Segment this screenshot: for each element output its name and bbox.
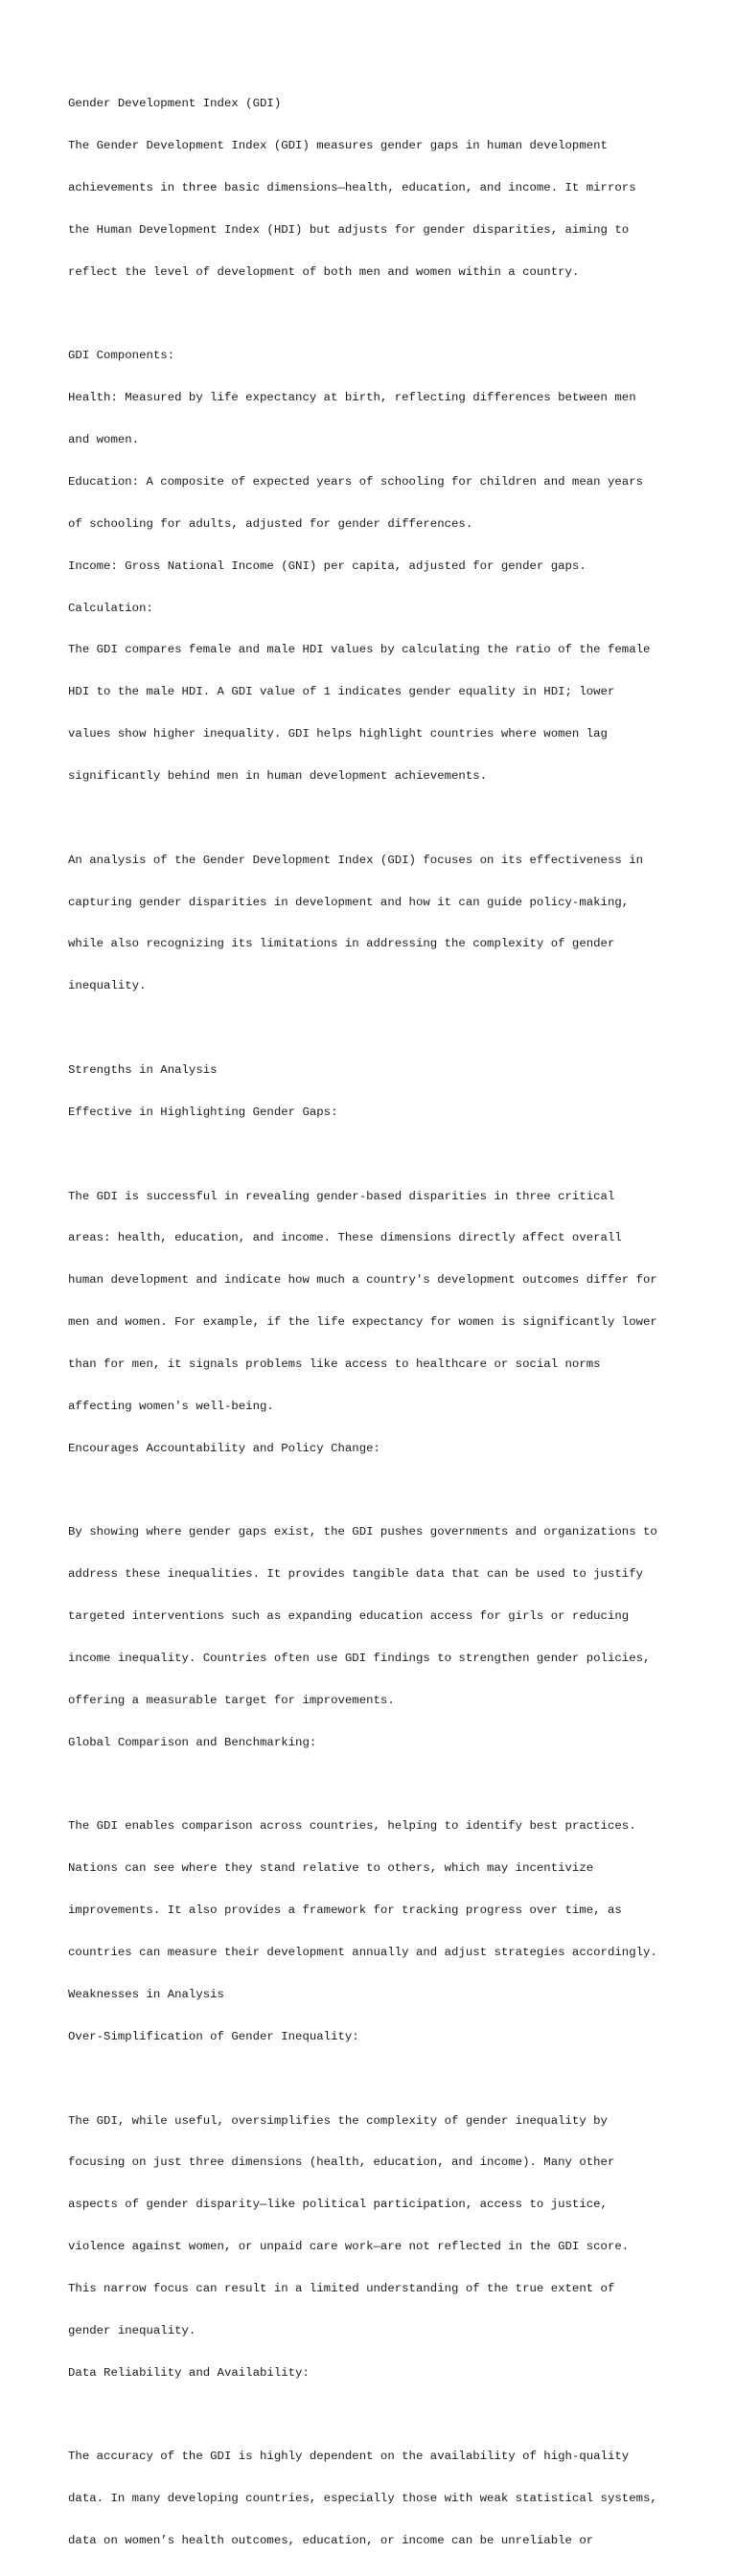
blank-line — [68, 811, 701, 826]
text-line: Nations can see where they stand relative to others, which may incentivize — [68, 1861, 594, 1876]
text-line: gender inequality. — [68, 2323, 196, 2337]
text-line: countries can measure their development annually and adjust strategies accordingly. — [68, 1946, 657, 1960]
subsection-heading: Encourages Accountability and Policy Change: — [68, 1441, 380, 1455]
text-line: Income: Gross National Income (GNI) per capita, adjusted for gender gaps. — [68, 559, 586, 573]
text-line: data. In many developing countries, especially those with weak statistical systems, — [68, 2492, 657, 2506]
text-line: affecting women's well-being. — [68, 1399, 274, 1413]
text-line: the Human Development Index (HDI) but adjusts for gender disparities, aiming to — [68, 222, 630, 237]
subsection-heading: Global Comparison and Benchmarking: — [68, 1735, 317, 1749]
text-line: Education: A composite of expected years of schooling for children and mean years — [68, 474, 644, 489]
text-line: significantly behind men in human development achievements. — [68, 769, 488, 783]
blank-line — [68, 1778, 701, 1792]
text-line: capturing gender disparities in development and how it can guide policy-making, — [68, 895, 630, 909]
text-line: offering a measurable target for improvements. — [68, 1693, 395, 1707]
text-line: The Gender Development Index (GDI) measures gender gaps in human development — [68, 139, 608, 153]
text-line: values show higher inequality. GDI helps highlight countries where women lag — [68, 727, 608, 741]
text-line: focusing on just three dimensions (health, education, and income). Many other — [68, 2155, 615, 2170]
text-line: achievements in three basic dimensions—health, education, and income. It mirrors — [68, 180, 636, 194]
blank-line — [68, 2408, 701, 2423]
document-title: Gender Development Index (GDI) — [68, 97, 282, 111]
text-line: inequality. — [68, 979, 147, 993]
blank-line — [68, 1021, 701, 1036]
section-heading: Weaknesses in Analysis — [68, 1987, 224, 2001]
subsection-heading: Effective in Highlighting Gender Gaps: — [68, 1105, 338, 1119]
text-line: income inequality. Countries often use GDI findings to strengthen gender policies, — [68, 1652, 651, 1666]
text-line: areas: health, education, and income. These dimensions directly affect overall — [68, 1231, 622, 1245]
blank-line — [68, 308, 701, 322]
blank-line — [68, 2072, 701, 2086]
text-line: By showing where gender gaps exist, the GDI pushes governments and organizations to — [68, 1525, 657, 1539]
text-line: and women. — [68, 433, 140, 447]
text-line: This narrow focus can result in a limited understanding of the true extent of — [68, 2281, 615, 2295]
text-line: data on women’s health outcomes, education, or income can be unreliable or — [68, 2534, 594, 2548]
text-line: The GDI compares female and male HDI values by calculating the ratio of the female — [68, 643, 651, 657]
text-line: The GDI enables comparison across countries, helping to identify best practices. — [68, 1819, 636, 1834]
text-line: The GDI, while useful, oversimplifies the complexity of gender inequality by — [68, 2113, 608, 2128]
text-line: than for men, it signals problems like access to healthcare or social norms — [68, 1357, 601, 1372]
text-line: address these inequalities. It provides tangible data that can be used to justify — [68, 1567, 644, 1582]
blank-line — [68, 1148, 701, 1162]
text-line: while also recognizing its limitations in addressing the complexity of gender — [68, 937, 615, 951]
text-line: An analysis of the Gender Development Index (GDI) focuses on its effectiveness in — [68, 853, 644, 867]
section-heading: GDI Components: — [68, 349, 175, 363]
subsection-heading: Data Reliability and Availability: — [68, 2365, 310, 2380]
text-line: men and women. For example, if the life expectancy for women is significantly lower — [68, 1315, 657, 1330]
text-line: of schooling for adults, adjusted for gender differences. — [68, 516, 473, 531]
text-line: Health: Measured by life expectancy at birth, reflecting differences between men — [68, 391, 636, 405]
text-line: The accuracy of the GDI is highly dependent on the availability of high-quality — [68, 2450, 630, 2464]
section-heading: Strengths in Analysis — [68, 1063, 218, 1078]
text-line: improvements. It also provides a framework for tracking progress over time, as — [68, 1904, 622, 1918]
blank-line — [68, 1484, 701, 1498]
section-heading: Calculation: — [68, 601, 153, 615]
text-line: HDI to the male HDI. A GDI value of 1 indicates gender equality in HDI; lower — [68, 685, 615, 699]
text-line: targeted interventions such as expanding education access for girls or reducing — [68, 1609, 630, 1624]
text-line: The GDI is successful in revealing gender-based disparities in three critical — [68, 1189, 615, 1203]
subsection-heading: Over-Simplification of Gender Inequality: — [68, 2029, 359, 2043]
text-line: human development and indicate how much a country's development outcomes differ for — [68, 1273, 657, 1288]
text-line: aspects of gender disparity—like political participation, access to justice, — [68, 2198, 608, 2212]
text-line: reflect the level of development of both men and women within a country. — [68, 264, 580, 279]
text-line: violence against women, or unpaid care work—are not reflected in the GDI score. — [68, 2240, 630, 2254]
document-body — [68, 69, 701, 2576]
